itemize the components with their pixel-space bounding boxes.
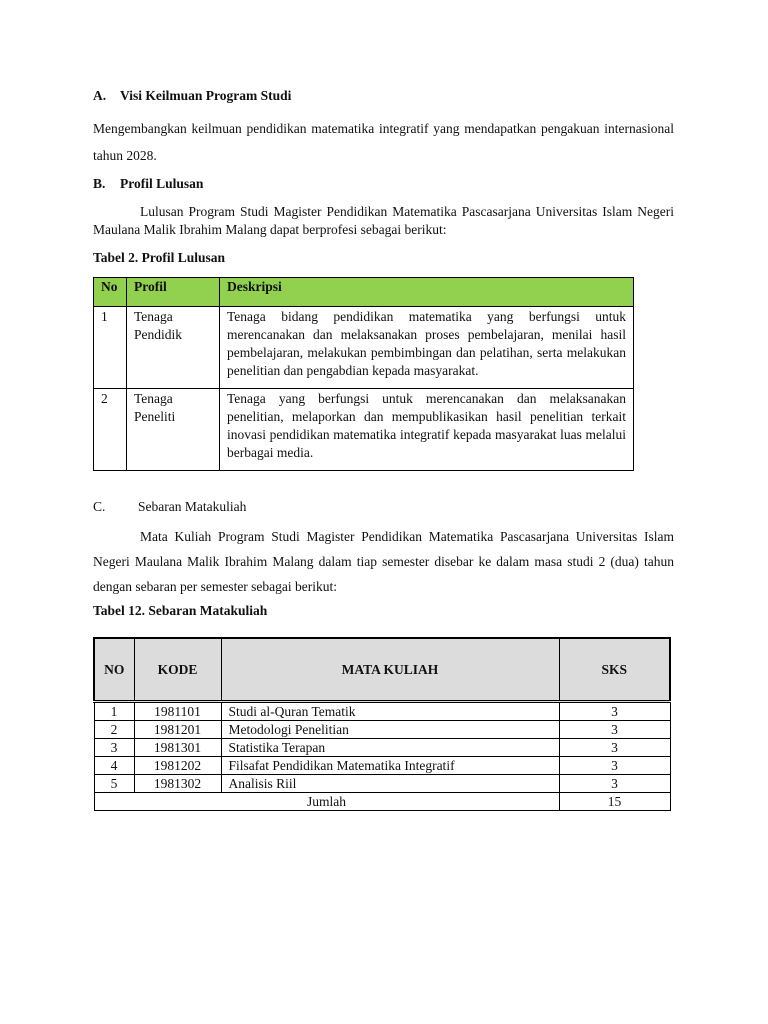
cell-mata-kuliah: Studi al-Quran Tematik	[221, 702, 559, 721]
cell-no: 2	[94, 721, 134, 739]
cell-no: 5	[94, 775, 134, 793]
section-a-title: Visi Keilmuan Program Studi	[120, 88, 292, 103]
cell-total-value: 15	[559, 793, 670, 811]
table-mk-caption: Tabel 12. Sebaran Matakuliah	[93, 603, 268, 618]
cell-mata-kuliah: Metodologi Penelitian	[221, 721, 559, 739]
cell-no: 2	[94, 389, 127, 471]
cell-kode: 1981101	[134, 702, 221, 721]
table-row	[94, 721, 670, 739]
column-header-kode: KODE	[134, 638, 221, 702]
table-row	[94, 775, 670, 793]
cell-sks: 3	[559, 757, 670, 775]
section-c-heading	[93, 499, 674, 515]
table-row	[94, 757, 670, 775]
column-header-no: No	[94, 278, 127, 307]
table-row	[94, 307, 634, 389]
section-a-text: Mengembangkan keilmuan pendidikan matematika integratif yang mendapatkan pengakuan internasional tahun 2028.	[93, 121, 674, 163]
profil-lulusan-table	[93, 277, 634, 471]
section-c-title: Sebaran Matakuliah	[138, 499, 247, 514]
section-a-letter: A.	[93, 88, 107, 103]
cell-profil: Tenaga Peneliti	[127, 389, 220, 471]
column-header-no: NO	[94, 638, 134, 702]
cell-no: 3	[94, 739, 134, 757]
section-c-text: Mata Kuliah Program Studi Magister Pendidikan Matematika Pascasarjana Universitas Islam Negeri Maulana Malik Ibrahim Malang dalam tiap semester disebar ke dalam masa studi 2 (dua) tahun dengan sebaran per semester sebagai berikut:	[93, 529, 674, 594]
section-b-text: Lulusan Program Studi Magister Pendidikan Matematika Pascasarjana Universitas Islam Negeri Maulana Malik Ibrahim Malang dapat berprofesi sebagai berikut:	[93, 204, 674, 237]
cell-mata-kuliah: Statistika Terapan	[221, 739, 559, 757]
cell-kode: 1981202	[134, 757, 221, 775]
table-row	[94, 739, 670, 757]
cell-sks: 3	[559, 721, 670, 739]
table-profil-caption: Tabel 2. Profil Lulusan	[93, 250, 226, 265]
cell-no: 1	[94, 307, 127, 389]
column-header-deskripsi: Deskripsi	[220, 278, 634, 307]
cell-kode: 1981201	[134, 721, 221, 739]
table-header-row	[94, 278, 634, 307]
cell-sks: 3	[559, 775, 670, 793]
cell-profil: Tenaga Pendidik	[127, 307, 220, 389]
table-row	[94, 389, 634, 471]
cell-no: 1	[94, 702, 134, 721]
section-c-letter: C.	[93, 499, 106, 514]
table-header-row	[94, 638, 670, 702]
cell-deskripsi: Tenaga bidang pendidikan matematika yang berfungsi untuk merencanakan dan melaksanakan proses pembelajaran, menilai hasil pembelajaran, melakukan pembimbingan dan pelatihan, serta melakukan penelitian dan pengabdian kepada masyarakat.	[220, 307, 634, 389]
cell-mata-kuliah: Analisis Riil	[221, 775, 559, 793]
cell-kode: 1981301	[134, 739, 221, 757]
column-header-sks: SKS	[559, 638, 670, 702]
cell-total-label: Jumlah	[94, 793, 559, 811]
section-b-heading	[93, 176, 674, 192]
section-a-heading	[93, 88, 674, 104]
cell-mata-kuliah: Filsafat Pendidikan Matematika Integratif	[221, 757, 559, 775]
cell-sks: 3	[559, 739, 670, 757]
column-header-mata-kuliah: MATA KULIAH	[221, 638, 559, 702]
section-b-title: Profil Lulusan	[120, 176, 204, 191]
sebaran-matakuliah-table	[93, 637, 671, 811]
cell-sks: 3	[559, 702, 670, 721]
section-b-letter: B.	[93, 176, 106, 191]
cell-no: 4	[94, 757, 134, 775]
table-row	[94, 702, 670, 721]
cell-deskripsi: Tenaga yang berfungsi untuk merencanakan dan melaksanakan penelitian, melaporkan dan mempublikasikan hasil penelitian terkait inovasi pendidikan matematika integratif kepada masyarakat luas melalui berbagai media.	[220, 389, 634, 471]
cell-kode: 1981302	[134, 775, 221, 793]
table-total-row	[94, 793, 670, 811]
column-header-profil: Profil	[127, 278, 220, 307]
